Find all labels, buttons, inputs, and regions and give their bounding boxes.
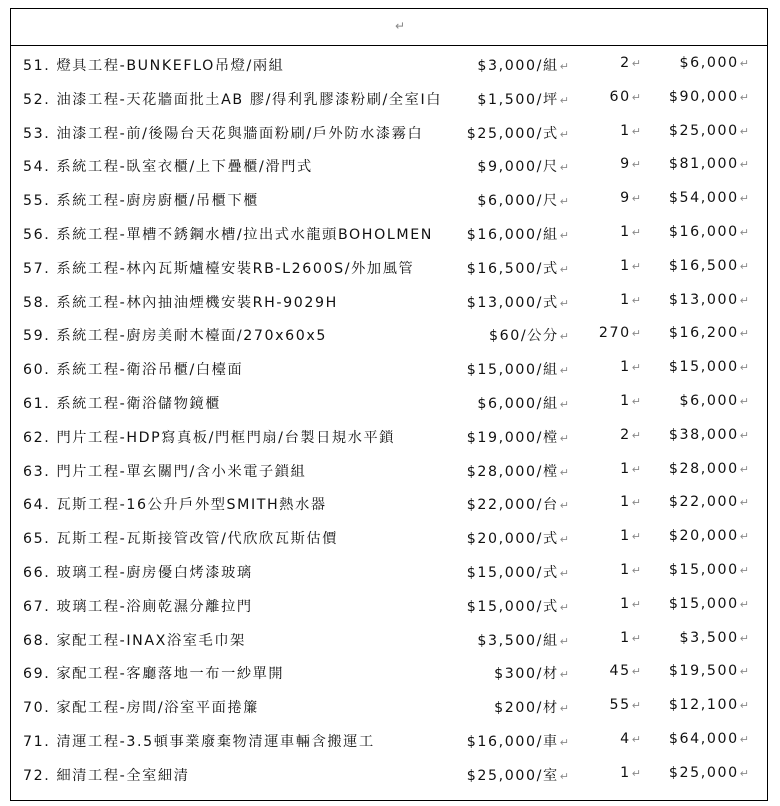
quantity: 1↵ xyxy=(620,629,641,646)
line-total: $19,500↵ xyxy=(668,663,749,680)
paragraph-mark: ↵ xyxy=(631,225,641,239)
quantity: 2↵ xyxy=(620,55,641,71)
table-row xyxy=(11,284,767,318)
paragraph-mark: ↵ xyxy=(631,57,641,70)
item-description: 59. 系統工程-廚房美耐木檯面/270x60x5 xyxy=(23,328,327,345)
quantity: 1↵ xyxy=(620,494,641,511)
unit-price: $9,000/尺↵ xyxy=(477,159,569,176)
line-total: $6,000↵ xyxy=(679,392,749,409)
item-description: 57. 系統工程-林內瓦斯爐檯安裝RB-L2600S/外加風管 xyxy=(23,260,415,277)
paragraph-mark: ↵ xyxy=(559,702,569,716)
paragraph-mark: ↵ xyxy=(739,631,749,645)
item-description: 64. 瓦斯工程-16公升戶外型SMITH熱水器 xyxy=(23,497,327,514)
quantity: 1↵ xyxy=(620,291,641,308)
quotation-table xyxy=(10,8,768,801)
paragraph-mark: ↵ xyxy=(559,465,569,479)
paragraph-mark: ↵ xyxy=(559,93,569,107)
table-row xyxy=(11,554,767,588)
item-description: 72. 細清工程-全室細清 xyxy=(23,767,190,784)
unit-price: $6,000/尺↵ xyxy=(477,193,569,210)
quantity: 270↵ xyxy=(598,325,641,342)
line-total: $13,000↵ xyxy=(668,291,749,308)
item-description: 68. 家配工程-INAX浴室毛巾架 xyxy=(23,632,246,649)
item-description: 54. 系統工程-臥室衣櫃/上下疊櫃/滑門式 xyxy=(23,159,313,176)
quantity: 1↵ xyxy=(620,392,641,409)
line-total: $81,000↵ xyxy=(668,156,749,173)
paragraph-mark: ↵ xyxy=(559,431,569,445)
quantity: 1↵ xyxy=(620,460,641,477)
table-row xyxy=(11,216,767,250)
paragraph-mark: ↵ xyxy=(631,496,641,510)
unit-price: $15,000/組↵ xyxy=(466,362,569,379)
unit-price: $25,000/式↵ xyxy=(466,125,569,142)
paragraph-mark: ↵ xyxy=(739,158,749,172)
paragraph-mark: ↵ xyxy=(739,597,749,611)
table-row xyxy=(11,757,767,791)
paragraph-mark: ↵ xyxy=(631,699,641,713)
table-row xyxy=(11,655,767,689)
unit-price: $300/材↵ xyxy=(494,666,569,683)
line-total: $20,000↵ xyxy=(668,528,749,545)
item-description: 60. 系統工程-衛浴吊櫃/白檯面 xyxy=(23,362,244,379)
paragraph-mark: ↵ xyxy=(631,327,641,341)
paragraph-mark: ↵ xyxy=(559,364,569,378)
paragraph-mark: ↵ xyxy=(631,530,641,544)
item-description: 53. 油漆工程-前/後陽台天花與牆面粉刷/戶外防水漆霧白 xyxy=(23,125,424,142)
line-total: $90,000↵ xyxy=(668,88,749,105)
paragraph-mark: ↵ xyxy=(559,127,569,141)
paragraph-mark: ↵ xyxy=(559,499,569,513)
quantity: 1↵ xyxy=(620,223,641,240)
quantity: 9↵ xyxy=(620,156,641,173)
paragraph-mark: ↵ xyxy=(559,60,569,73)
table-row xyxy=(11,148,767,182)
paragraph-mark: ↵ xyxy=(739,293,749,307)
paragraph-mark: ↵ xyxy=(395,19,406,33)
quantity: 55↵ xyxy=(609,697,641,714)
table-row xyxy=(11,419,767,453)
paragraph-mark: ↵ xyxy=(631,293,641,307)
table-row xyxy=(11,351,767,385)
paragraph-mark: ↵ xyxy=(559,228,569,242)
line-total: $54,000↵ xyxy=(668,190,749,207)
line-total: $16,000↵ xyxy=(668,223,749,240)
line-total: $16,500↵ xyxy=(668,257,749,274)
line-total: $15,000↵ xyxy=(668,595,749,612)
paragraph-mark: ↵ xyxy=(739,90,749,104)
table-row xyxy=(11,47,767,81)
paragraph-mark: ↵ xyxy=(631,124,641,138)
line-total: $15,000↵ xyxy=(668,359,749,376)
quantity: 1↵ xyxy=(620,257,641,274)
quantity: 1↵ xyxy=(620,359,641,376)
unit-price: $6,000/組↵ xyxy=(477,395,569,412)
paragraph-mark: ↵ xyxy=(559,296,569,310)
paragraph-mark: ↵ xyxy=(739,394,749,408)
paragraph-mark: ↵ xyxy=(559,566,569,580)
paragraph-mark: ↵ xyxy=(739,361,749,375)
table-row xyxy=(11,622,767,656)
paragraph-mark: ↵ xyxy=(739,57,749,70)
table-row xyxy=(11,250,767,284)
line-total: $12,100↵ xyxy=(668,697,749,714)
unit-price: $16,000/組↵ xyxy=(466,226,569,243)
line-total: $15,000↵ xyxy=(668,561,749,578)
unit-price: $28,000/樘↵ xyxy=(466,463,569,480)
unit-price: $16,000/車↵ xyxy=(466,733,569,750)
paragraph-mark: ↵ xyxy=(739,665,749,679)
paragraph-mark: ↵ xyxy=(739,766,749,780)
paragraph-mark: ↵ xyxy=(739,496,749,510)
item-description: 69. 家配工程-客廳落地一布一紗單開 xyxy=(23,666,285,683)
table-row xyxy=(11,689,767,723)
unit-price: $15,000/式↵ xyxy=(466,598,569,615)
item-description: 65. 瓦斯工程-瓦斯接管改管/代欣欣瓦斯估價 xyxy=(23,531,338,548)
paragraph-mark: ↵ xyxy=(631,90,641,104)
paragraph-mark: ↵ xyxy=(631,462,641,476)
line-total: $25,000↵ xyxy=(668,764,749,781)
table-header-cell xyxy=(11,9,767,46)
unit-price: $15,000/式↵ xyxy=(466,564,569,581)
item-description: 71. 清運工程-3.5頓事業廢棄物清運車輛含搬運工 xyxy=(23,733,375,750)
line-total: $28,000↵ xyxy=(668,460,749,477)
unit-price: $19,000/樘↵ xyxy=(466,429,569,446)
unit-price: $20,000/式↵ xyxy=(466,531,569,548)
line-total: $3,500↵ xyxy=(679,629,749,646)
table-row xyxy=(11,723,767,757)
quantity: 1↵ xyxy=(620,561,641,578)
quantity: 45↵ xyxy=(609,663,641,680)
unit-price: $60/公分↵ xyxy=(488,328,569,345)
paragraph-mark: ↵ xyxy=(631,732,641,746)
table-row xyxy=(11,81,767,115)
paragraph-mark: ↵ xyxy=(739,192,749,206)
table-row xyxy=(11,182,767,216)
quantity: 1↵ xyxy=(620,595,641,612)
quantity: 1↵ xyxy=(620,122,641,139)
line-total: $6,000↵ xyxy=(679,55,749,71)
paragraph-mark: ↵ xyxy=(739,327,749,341)
paragraph-mark: ↵ xyxy=(739,462,749,476)
paragraph-mark: ↵ xyxy=(631,361,641,375)
unit-price: $3,000/組↵ xyxy=(477,58,569,74)
paragraph-mark: ↵ xyxy=(739,530,749,544)
paragraph-mark: ↵ xyxy=(631,631,641,645)
quantity: 60↵ xyxy=(609,88,641,105)
quantity: 9↵ xyxy=(620,190,641,207)
unit-price: $25,000/室↵ xyxy=(466,767,569,784)
unit-price: $3,500/組↵ xyxy=(477,632,569,649)
paragraph-mark: ↵ xyxy=(631,259,641,273)
item-description: 62. 門片工程-HDP寫真板/門框門扇/台製日規水平鎖 xyxy=(23,429,396,446)
table-row xyxy=(11,520,767,554)
paragraph-mark: ↵ xyxy=(559,769,569,783)
item-description: 66. 玻璃工程-廚房優白烤漆玻璃 xyxy=(23,564,253,581)
line-total: $38,000↵ xyxy=(668,426,749,443)
paragraph-mark: ↵ xyxy=(631,394,641,408)
item-description: 56. 系統工程-單槽不銹鋼水槽/拉出式水龍頭BOHOLMEN xyxy=(23,226,433,243)
paragraph-mark: ↵ xyxy=(631,665,641,679)
paragraph-mark: ↵ xyxy=(739,732,749,746)
unit-price: $16,500/式↵ xyxy=(466,260,569,277)
item-description: 55. 系統工程-廚房廚櫃/吊櫃下櫃 xyxy=(23,193,260,210)
quantity: 2↵ xyxy=(620,426,641,443)
paragraph-mark: ↵ xyxy=(559,161,569,175)
paragraph-mark: ↵ xyxy=(739,225,749,239)
paragraph-mark: ↵ xyxy=(559,634,569,648)
line-total: $22,000↵ xyxy=(668,494,749,511)
table-body xyxy=(11,47,767,791)
quantity: 1↵ xyxy=(620,764,641,781)
paragraph-mark: ↵ xyxy=(631,597,641,611)
table-row xyxy=(11,385,767,419)
paragraph-mark: ↵ xyxy=(631,428,641,442)
item-description: 61. 系統工程-衛浴儲物鏡櫃 xyxy=(23,395,222,412)
paragraph-mark: ↵ xyxy=(739,428,749,442)
paragraph-mark: ↵ xyxy=(631,158,641,172)
item-description: 58. 系統工程-林內抽油煙機安裝RH-9029H xyxy=(23,294,338,311)
paragraph-mark: ↵ xyxy=(559,600,569,614)
paragraph-mark: ↵ xyxy=(559,533,569,547)
paragraph-mark: ↵ xyxy=(559,397,569,411)
paragraph-mark: ↵ xyxy=(631,766,641,780)
item-description: 63. 門片工程-單玄關門/含小米電子鎖組 xyxy=(23,463,307,480)
unit-price: $22,000/台↵ xyxy=(466,497,569,514)
paragraph-mark: ↵ xyxy=(559,262,569,276)
paragraph-mark: ↵ xyxy=(559,668,569,682)
item-description: 70. 家配工程-房間/浴室平面捲簾 xyxy=(23,700,260,717)
line-total: $64,000↵ xyxy=(668,730,749,747)
item-description: 51. 燈具工程-BUNKEFLO吊燈/兩組 xyxy=(23,58,285,74)
paragraph-mark: ↵ xyxy=(559,330,569,344)
unit-price: $1,500/坪↵ xyxy=(477,91,569,108)
paragraph-mark: ↵ xyxy=(739,563,749,577)
unit-price: $200/材↵ xyxy=(494,700,569,717)
paragraph-mark: ↵ xyxy=(559,735,569,749)
table-row xyxy=(11,317,767,351)
paragraph-mark: ↵ xyxy=(739,699,749,713)
paragraph-mark: ↵ xyxy=(559,195,569,209)
quantity: 4↵ xyxy=(620,730,641,747)
table-row xyxy=(11,115,767,149)
line-total: $25,000↵ xyxy=(668,122,749,139)
paragraph-mark: ↵ xyxy=(631,192,641,206)
item-description: 52. 油漆工程-天花牆面批土AB 膠/得利乳膠漆粉刷/全室I白 xyxy=(23,91,443,108)
unit-price: $13,000/式↵ xyxy=(466,294,569,311)
table-row xyxy=(11,588,767,622)
item-description: 67. 玻璃工程-浴廁乾濕分離拉門 xyxy=(23,598,253,615)
paragraph-mark: ↵ xyxy=(631,563,641,577)
table-row xyxy=(11,486,767,520)
line-total: $16,200↵ xyxy=(668,325,749,342)
paragraph-mark: ↵ xyxy=(739,259,749,273)
paragraph-mark: ↵ xyxy=(739,124,749,138)
quantity: 1↵ xyxy=(620,528,641,545)
table-row xyxy=(11,453,767,487)
